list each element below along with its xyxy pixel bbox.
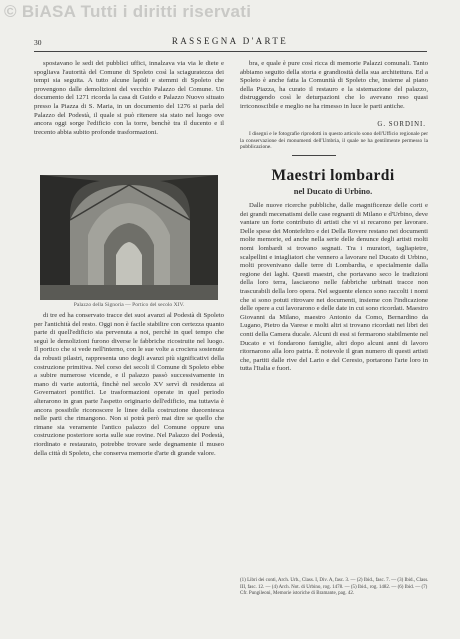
right-top-paragraph: bra, e quale è pure così ricca di memorie Palazzi comunali. Tanto abbiamo seguito della storia e grandiosità della sua architettura. Ed a Spoleto è anche fatta la Comunità di Spoleto che, insieme al piano della Piazza, ha curato il restauro e la sistemazione del palazzo, distruggendo così le deturpazioni che lo avevano reso quasi irriconoscibile e meglio ne ha rimesso in luce le parti antiche. [240, 60, 428, 110]
left-top-paragraph: spostavano le sedi dei pubblici uffici, innalzava via via le diete e spogliava l'autorità del Comune di Spoleto così la sciaguratezza dei tempi sia seguita. A tutto alcune lapidi e stemmi di Spoleto che provengono dalle demolizioni del vecchio Palazzo del Comune. Un documento del 1271 ricorda la casa di Guido e Palazzo Nuovo situato presso la Piazza di S. Maria, in un documento del 1276 si parla del Palazzo del Podestà, il quale si può ritenere sia stato nel luogo ove ancora oggi sorge l'edificio con la torre, benchè tra il ducento e il trecento abbia subito profonde trasformazioni. [34, 60, 224, 136]
header-rule [34, 51, 427, 52]
author-signature: G. SORDINI. [377, 121, 426, 128]
article-body: Dalle nuove ricerche pubbliche, dalle magnificenze delle corti e dei grandi mecenatismi delle case regnanti di Milano e d'Urbino, deve vantare un forte contributo di artisti che vi si recarono per lavorare. Delle spese dei Montefeltro e dei Della Rovere restano nei documenti molte memorie, ed anche nella serie delle denunce degli artisti molti nomi lombardi si trovano segnati. Tra i muratori, tagliapietre, scalpellini e intagliatori che vennero a lavorare nel Ducato di Urbino, molti provenivano dalle terre di Lombardia, e specialmente dalla regione dei laghi. Questi maestri, che portavano seco le tradizioni della loro terra, lasciarono nelle fabbriche urbinati tracce non trascurabili della loro opera. Nel seguente elenco sono raccolti i nomi che si sono potuti ritrovare nei documenti, insieme con l'indicazione delle opere a cui lavorarono e delle date in cui sono ricordati. Maestro Giovanni da Milano, maestro Antonio da Como, Bernardino da Lugano, Pietro da Varese e molti altri si trovano ricordati nei libri dei conti della Camera ducale. Alcuni di essi si fermarono stabilmente nel Ducato e vi fondarono famiglie, altri dopo alcuni anni di lavoro ritornarono alla loro patria. È notevole il gran numero di questi artisti che, partiti dalle rive del Lario e del Ceresio, portarono l'arte loro in tutta l'Italia e fuori. [240, 202, 428, 373]
credits-note: I disegni e le fotografie riprodotti in questo articolo sono dell'Ufficio regionale per la conservazione dei monumenti dell'Umbria, il quale ne ha gentilmente permesso la pubblicazione. [240, 131, 428, 149]
right-note [240, 131, 428, 149]
arcade-photo [40, 175, 218, 300]
left-column-top [34, 60, 224, 170]
watermark-text: © BiASA Tutti i diritti riservati [4, 2, 252, 21]
running-title: RASSEGNA D'ARTE [171, 36, 289, 46]
right-column-top [240, 60, 428, 122]
page-number: 30 [34, 38, 42, 47]
right-column-body [240, 202, 428, 574]
photo-caption: Palazzo della Signoria — Portico del secolo XIV. [73, 302, 185, 308]
left-bottom-paragraph: di tre ed ha conservato tracce dei suoi avanzi al Podestà di Spoleto per l'antichità del resto. Oggi non è facile stabilire con certezza quanto parte di quell'edificio sia pervenuta a noi, perchè in quel tempo che seguì le demolizioni furono diverse le fabbriche ricostruite nel luogo. Il portico che si vede nell'interno, con le sue volte a crociera sostenute da robusti pilastri, rappresenta uno degli avanzi più significativi della costruzione primitiva. Nel corso dei secoli il Comune di Spoleto ebbe a subire numerose vicende, e il palazzo passò successivamente in mano di varie autorità, finchè nel secolo XV servì di residenza ai Governatori pontifici. Le trasformazioni operate in quel periodo alterarono in gran parte l'aspetto originario dell'edificio, ma tuttavia è ancora possibile riconoscere le linee della costruzione duecentesca nelle parti che rimangono. Non si potrà però mai dire se quello che rimane sia veramente l'antico palazzo del Comune oppure una costruzione posteriore sorta sulle sue rovine. Nel Palazzo del Podestà, riordinato e restaurato, potrebbe trovare sede degnamente il museo della città di Spoleto, che conserva memorie d'arte di grande valore. [34, 312, 224, 457]
article-title: Maestri lombardi [271, 167, 395, 184]
section-separator [292, 155, 336, 156]
article-subtitle: nel Ducato di Urbino. [293, 186, 373, 196]
running-header [0, 36, 460, 48]
footnotes: (1) Libri dei conti, Arch. Urb., Class. I, Div. A, fasc. 3. — (2) Ibid., fasc. 7. — (3) Ibid., Class. III, fasc. 12. — (4) Arch. Not. di Urbino, rog. 1478. — (5) Ibid., rog. 1482. — (6) Ibid. — (7) Cfr. Pungileoni, Memorie istoriche di Bramante, pag. 42. [240, 578, 429, 597]
vaulted-portico-image [40, 175, 218, 300]
left-column-bottom [34, 312, 224, 630]
